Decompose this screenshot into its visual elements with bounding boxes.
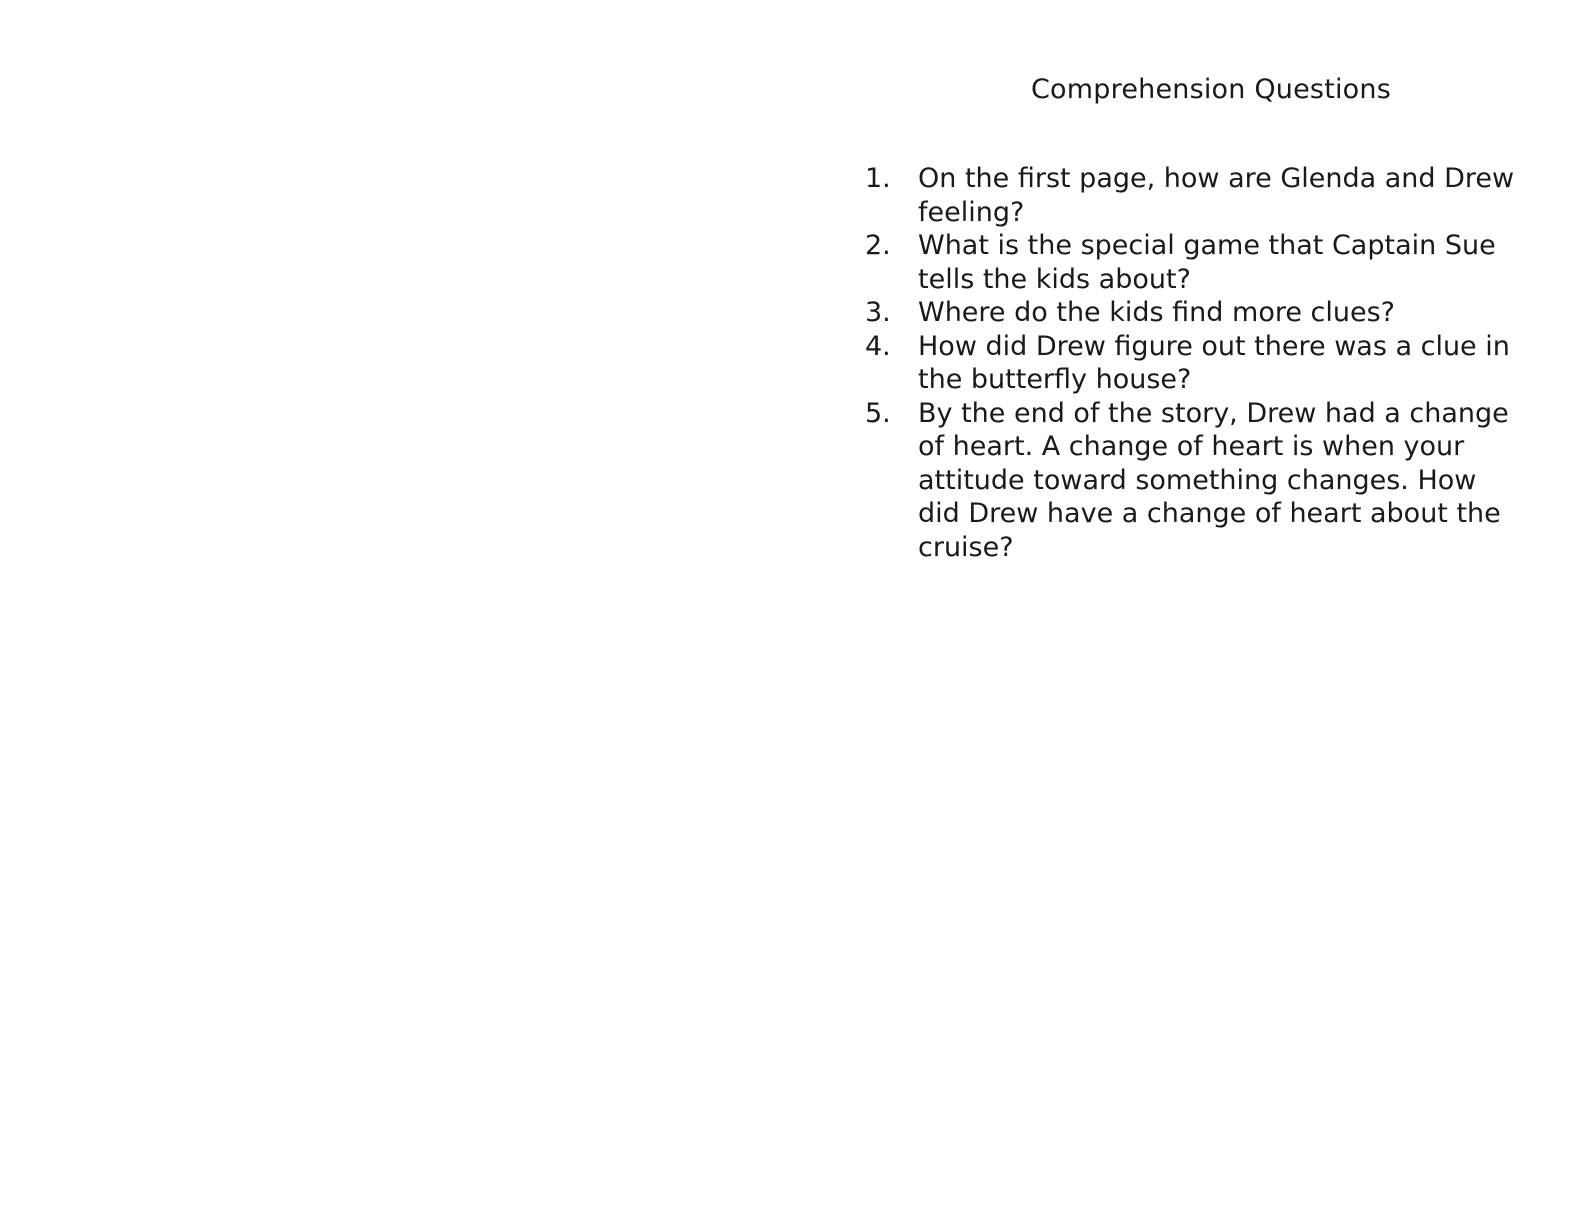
question-text: On the first page, how are Glenda and Drew feeling? xyxy=(918,163,1515,228)
question-text: By the end of the story, Drew had a change of heart. A change of heart is when your attitude toward something changes. How did Drew have a change of heart about the cruise? xyxy=(918,397,1509,563)
question-number: 5. xyxy=(865,397,891,429)
question-list xyxy=(862,162,1522,564)
question-item xyxy=(862,162,1522,229)
question-number: 2. xyxy=(865,230,891,261)
comprehension-panel xyxy=(862,70,1522,564)
question-item xyxy=(862,229,1522,296)
question-item xyxy=(862,330,1522,397)
page-title: Comprehension Questions xyxy=(1031,74,1391,105)
question-item xyxy=(862,296,1522,330)
question-number: 1. xyxy=(865,163,891,194)
question-number: 3. xyxy=(865,297,891,328)
question-text: What is the special game that Captain Sue tells the kids about? xyxy=(918,230,1496,295)
question-text: How did Drew figure out there was a clue in the butterfly house? xyxy=(918,330,1510,395)
question-text: Where do the kids find more clues? xyxy=(918,297,1396,328)
question-item xyxy=(862,397,1522,565)
question-number: 4. xyxy=(865,330,891,362)
